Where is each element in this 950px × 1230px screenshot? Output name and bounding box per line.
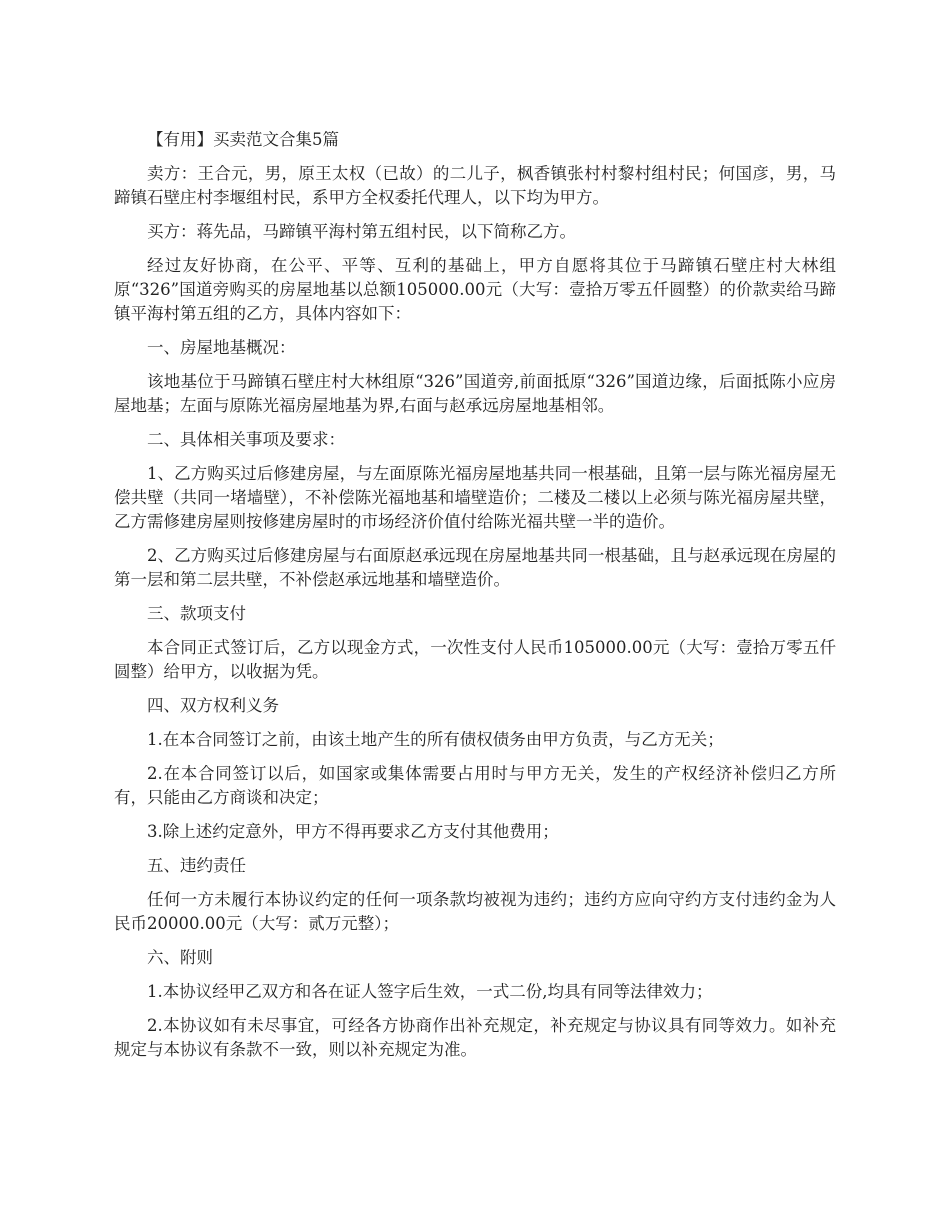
- section-heading-1: 一、房屋地基概况：: [147, 338, 296, 357]
- section-heading-6: 六、附则: [147, 948, 213, 967]
- paragraph-seller: 卖方：王合元，男，原王太权（已故）的二儿子，枫香镇张村村黎村组村民；何国彦，男，马蹄镇石壁庄村李堰组村民，系甲方全权委托代理人，以下均为甲方。: [114, 164, 836, 207]
- section-heading-5: 五、违约责任: [147, 856, 246, 875]
- paragraph-item-4-1: 1.在本合同签订之前，由该土地产生的所有债权债务由甲方负责，与乙方无关；: [147, 730, 724, 749]
- paragraph-land-overview: 该地基位于马蹄镇石壁庄村大林组原“326”国道旁,前面抵原“326”国道边缘，后面抵陈小应房屋地基；左面与原陈光福房屋地基为界,右面与赵承远房屋地基相邻。: [114, 372, 836, 415]
- paragraph-intro: 经过友好协商，在公平、平等、互利的基础上，甲方自愿将其位于马蹄镇石壁庄村大林组原“326”国道旁购买的房屋地基以总额105000.00元（大写：壹拾万零五仟圆整）的价款卖给马蹄镇平海村第五组的乙方，具体内容如下：: [114, 256, 836, 323]
- paragraph-breach: 任何一方未履行本协议约定的任何一项条款均被视为违约；违约方应向守约方支付违约金为人民币20000.00元（大写：贰万元整）；: [114, 890, 836, 933]
- document-body: [114, 128, 836, 1072]
- paragraph-item-4-3: 3.除上述约定意外，甲方不得再要求乙方支付其他费用；: [147, 822, 559, 841]
- paragraph-buyer: 买方：蒋先品，马蹄镇平海村第五组村民，以下简称乙方。: [147, 222, 576, 241]
- paragraph-item-6-1: 1.本协议经甲乙双方和各在证人签字后生效，一式二份,均具有同等法律效力；: [147, 982, 713, 1001]
- document-title: 【有用】买卖范文合集5篇: [147, 130, 339, 149]
- paragraph-item-2-2: 2、乙方购买过后修建房屋与右面原赵承远现在房屋地基共同一根基础，且与赵承远现在房屋的第一层和第二层共壁，不补偿赵承远地基和墙壁造价。: [114, 546, 836, 589]
- paragraph-item-4-2: 2.在本合同签订以后，如国家或集体需要占用时与甲方无关，发生的产权经济补偿归乙方所有，只能由乙方商谈和决定；: [114, 764, 836, 807]
- paragraph-payment: 本合同正式签订后，乙方以现金方式，一次性支付人民币105000.00元（大写：壹拾万零五仟圆整）给甲方，以收据为凭。: [114, 638, 836, 681]
- section-heading-2: 二、具体相关事项及要求：: [147, 430, 345, 449]
- section-heading-4: 四、双方权利义务: [147, 696, 279, 715]
- paragraph-item-2-1: 1、乙方购买过后修建房屋，与左面原陈光福房屋地基共同一根基础，且第一层与陈光福房屋无偿共壁（共同一堵墙壁），不补偿陈光福地基和墙壁造价；二楼及二楼以上必须与陈光福房屋共壁，乙方需修建房屋则按修建房屋时的市场经济价值付给陈光福共壁一半的造价。: [114, 464, 836, 531]
- section-heading-3: 三、款项支付: [147, 604, 246, 623]
- paragraph-item-6-2: 2.本协议如有未尽事宜，可经各方协商作出补充规定，补充规定与协议具有同等效力。如补充规定与本协议有条款不一致，则以补充规定为准。: [114, 1016, 836, 1059]
